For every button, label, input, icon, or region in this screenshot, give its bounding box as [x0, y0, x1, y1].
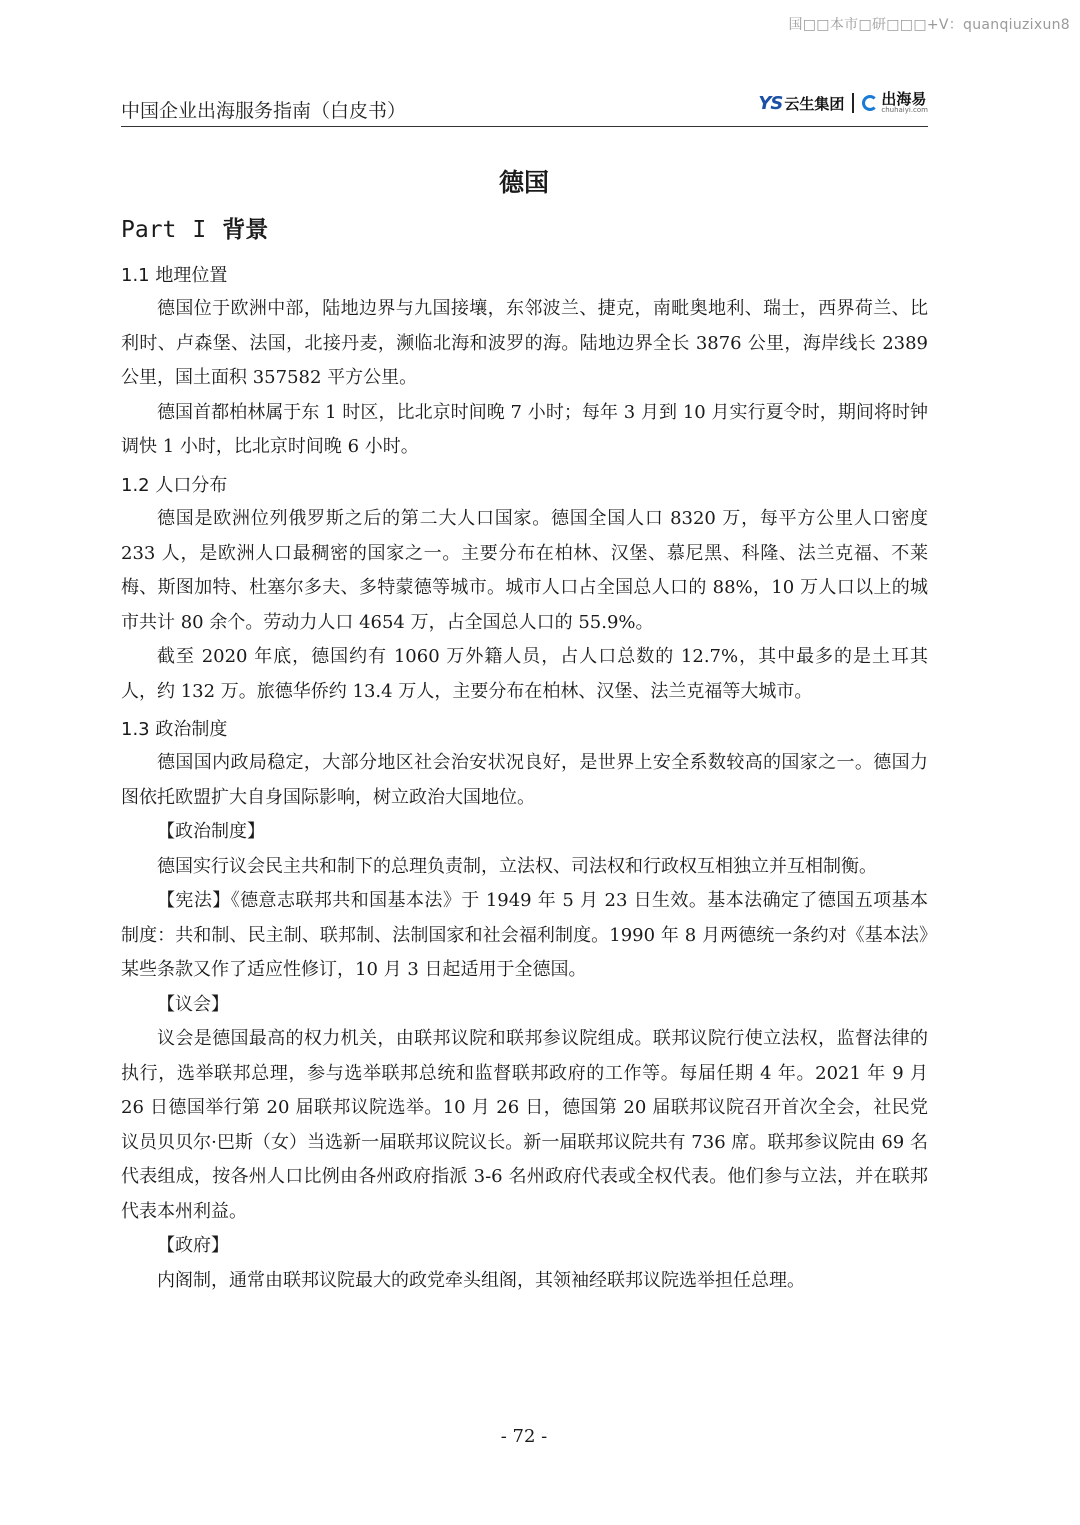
paragraph: 德国是欧洲位列俄罗斯之后的第二大人口国家。德国全国人口 8320 万，每平方公里人口密度 233 人，是欧洲人口最稠密的国家之一。主要分布在柏林、汉堡、慕尼黑、科隆、法兰克福、不莱梅、斯图加特、杜塞尔多夫、多特蒙德等城市。城市人口占全国总人口的 88%，10 万人口以上的城市共计 80 余个。劳动力人口 4654 万，占全国总人口的 55.9%。 — [121, 508, 928, 633]
part-numeral: I — [192, 217, 207, 243]
page-header — [121, 92, 928, 127]
subheading-politics: 【政治制度】 — [157, 821, 265, 842]
subheading-parliament: 【议会】 — [157, 993, 229, 1015]
paragraph: 内阁制，通常由联邦议院最大的政党牵头组阁，其领袖经联邦议院选举担任总理。 — [157, 1269, 805, 1291]
paragraph: 截至 2020 年底，德国约有 1060 万外籍人员，占人口总数的 12.7%，其中最多的是土耳其人，约 132 万。旅德华侨约 13.4 万人，主要分布在柏林、汉堡、法兰克福等大城市。 — [121, 646, 928, 702]
paragraph: 德国国内政局稳定，大部分地区社会治安状况良好，是世界上安全系数较高的国家之一。德国力图依托欧盟扩大自身国际影响，树立政治大国地位。 — [121, 752, 928, 808]
chuhaiyi-logo-icon — [862, 95, 878, 111]
paragraph: 德国位于欧洲中部，陆地边界与九国接壤，东邻波兰、捷克，南毗奥地利、瑞士，西界荷兰、比利时、卢森堡、法国，北接丹麦，濒临北海和波罗的海。陆地边界全长 3876 公里，海岸线长 2389 公里，国土面积 357582 平方公里。 — [121, 298, 928, 388]
paragraph: 【宪法】《德意志联邦共和国基本法》于 1949 年 5 月 23 日生效。基本法确定了德国五项基本制度：共和制、民主制、联邦制、法制国家和社会福利制度。1990 年 8 月两德统一条约对《基本法》某些条款又作了适应性修订，10 月 3 日起适用于全德国。 — [121, 890, 928, 980]
section-heading: 1.3 政治制度 — [121, 719, 228, 740]
chuhaiyi-logo-url: chuhaiyi.com — [881, 106, 928, 114]
part-title: 背景 — [222, 217, 269, 243]
watermark-text: 国□□本市□研□□□+V：quanqiuzixun8 — [788, 17, 1070, 33]
ys-logo-mark: YS — [758, 92, 783, 114]
section-1-2 — [121, 470, 928, 709]
page-number: - 72 - — [500, 1426, 548, 1447]
logo-divider — [852, 93, 854, 113]
page-title: 德国 — [498, 168, 549, 197]
ys-logo — [758, 93, 844, 114]
paragraph: 德国首都柏林属于东 1 时区，比北京时间晚 7 小时；每年 3 月到 10 月实行夏令时，期间将时钟调快 1 小时，比北京时间晚 6 小时。 — [121, 401, 928, 457]
section-1-1 — [121, 260, 928, 465]
chuhaiyi-logo — [862, 92, 928, 114]
part-label: Part — [121, 217, 177, 243]
section-heading: 1.2 人口分布 — [121, 475, 228, 496]
section-heading: 1.1 地理位置 — [121, 265, 228, 286]
section-1-3 — [121, 714, 928, 1298]
ys-logo-name: 云生集团 — [784, 94, 845, 113]
header-logos — [758, 92, 928, 114]
paragraph: 议会是德国最高的权力机关，由联邦议院和联邦参议院组成。联邦议院行使立法权，监督法律的执行，选举联邦总理，参与选举联邦总统和监督联邦政府的工作等。每届任期 4 年。2021 年 9 月 26 日德国举行第 20 届联邦议院选举。10 月 26 日，德国第 20 届联邦议院召开首次全会，社民党议员贝贝尔·巴斯（女）当选新一届联邦议院议长。新一届联邦议院共有 736 席。联邦参议院由 69 名代表组成，按各州人口比例由各州政府指派 3-6 名州政府代表或全权代表。他们参与立法，并在联邦代表本州利益。 — [121, 1028, 928, 1222]
chuhaiyi-logo-name: 出海易 — [881, 90, 927, 108]
subheading-government: 【政府】 — [157, 1235, 229, 1256]
paragraph: 德国实行议会民主共和制下的总理负责制，立法权、司法权和行政权互相独立并互相制衡。 — [157, 855, 877, 877]
header-title: 中国企业出海服务指南（白皮书） — [121, 100, 407, 122]
part-heading — [121, 211, 268, 244]
